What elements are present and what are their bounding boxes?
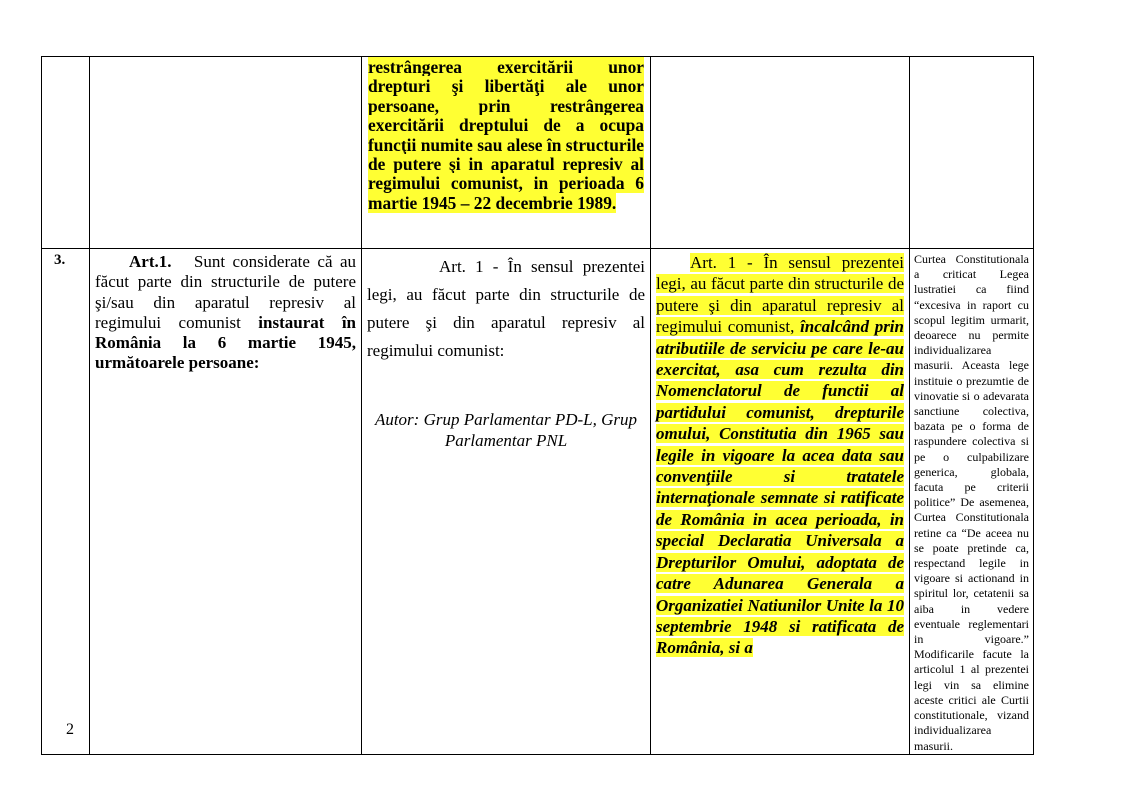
initial-article-bold-text: instaurat în România la 6 martie 1945, următoarele persoane: [95,312,356,373]
motivation-text: Curtea Constitutionala a criticat Legea lustratiei ca fiind “excesiva in raport cu scopul legitim urmarit, deoarece nu permite individualizarea masurii. Aceasta lege instituie o prezumtie de vinovatie si o adevarata sanctiune colectiva, bazata pe o forma de raspundere colectiva si pe o culpabilizare generica, globala, facuta pe criterii politice” De asemenea, Curtea Constitutionala retine ca “De aceea nu se poate pretinde ca, respectand legile in vigoare si actionand in spiritul lor, cetatenii sa aiba in vedere eventuale reglementari in vigoare.” Modificarile facute la articolul 1 al prezentei legi vin sa elimine aceste critici ale Curtii constitutionale, vizand individualizarea masurii. [914,252,1029,753]
row2-adopted-text-cell [362,249,651,755]
table-row [42,249,1034,755]
amendment-author: Autor: Grup Parlamentar PD-L, Grup Parlamentar PNL [374,410,638,450]
page-number: 2 [66,721,74,738]
row1-number-cell [42,57,90,249]
adopted-article-text: Art. 1 - În sensul prezentei legi, au făcut parte din structurile de putere şi din aparatul represiv al regimului comunist: [367,257,645,360]
initial-article-text: Sunt considerate că au făcut parte din structurile de putere şi/sau din aparatul represiv al regimului comunist [95,252,357,332]
row1-motivation-cell [910,57,1034,249]
article-lead: Art.1. [129,252,172,271]
row1-adopted-text-cell [362,57,651,249]
row2-initial-text-cell [90,249,362,755]
table-row [42,57,1034,249]
amendment-normal-text: Art. 1 - În sensul prezentei legi, au făcut parte din structurile de putere şi din aparatul represiv al regimului comunist, [656,253,904,337]
row2-motivation-cell [910,249,1034,755]
amendment-emphasized-text: încalcând prin atributiile de serviciu pe care le-au exercitat, asa cum rezulta din Nomenclatorul de functii al partidului comunist, drepturile omului, Constitutia din 1965 sau legile in vigoare la acea data sau convenţiile si tratatele internaţionale semnate si ratificate de România in acea perioada, in special Declaratia Universala a Drepturilor Omului, adoptata de catre Adunarea Generala a Organizatiei Natiunilor Unite la 10 septembrie 1948 si ratificata de România, si a [656,317,904,658]
row2-amendment-cell [651,249,910,755]
row1-highlighted-text: restrângerea exercitării unor drepturi şi libertăţi ale unor persoane, prin restrângerea exercitării dreptului de a ocupa funcţii numite sau alese în structurile de putere şi in aparatul represiv al regimului comunist, in perioada 6 martie 1945 – 22 decembrie 1989. [368,57,644,213]
row1-initial-text-cell [90,57,362,249]
amendment-text [656,253,904,657]
row2-number-cell [42,249,90,755]
row-number: 3. [54,252,66,268]
row1-amendment-cell [651,57,910,249]
amendments-table [41,56,1034,755]
